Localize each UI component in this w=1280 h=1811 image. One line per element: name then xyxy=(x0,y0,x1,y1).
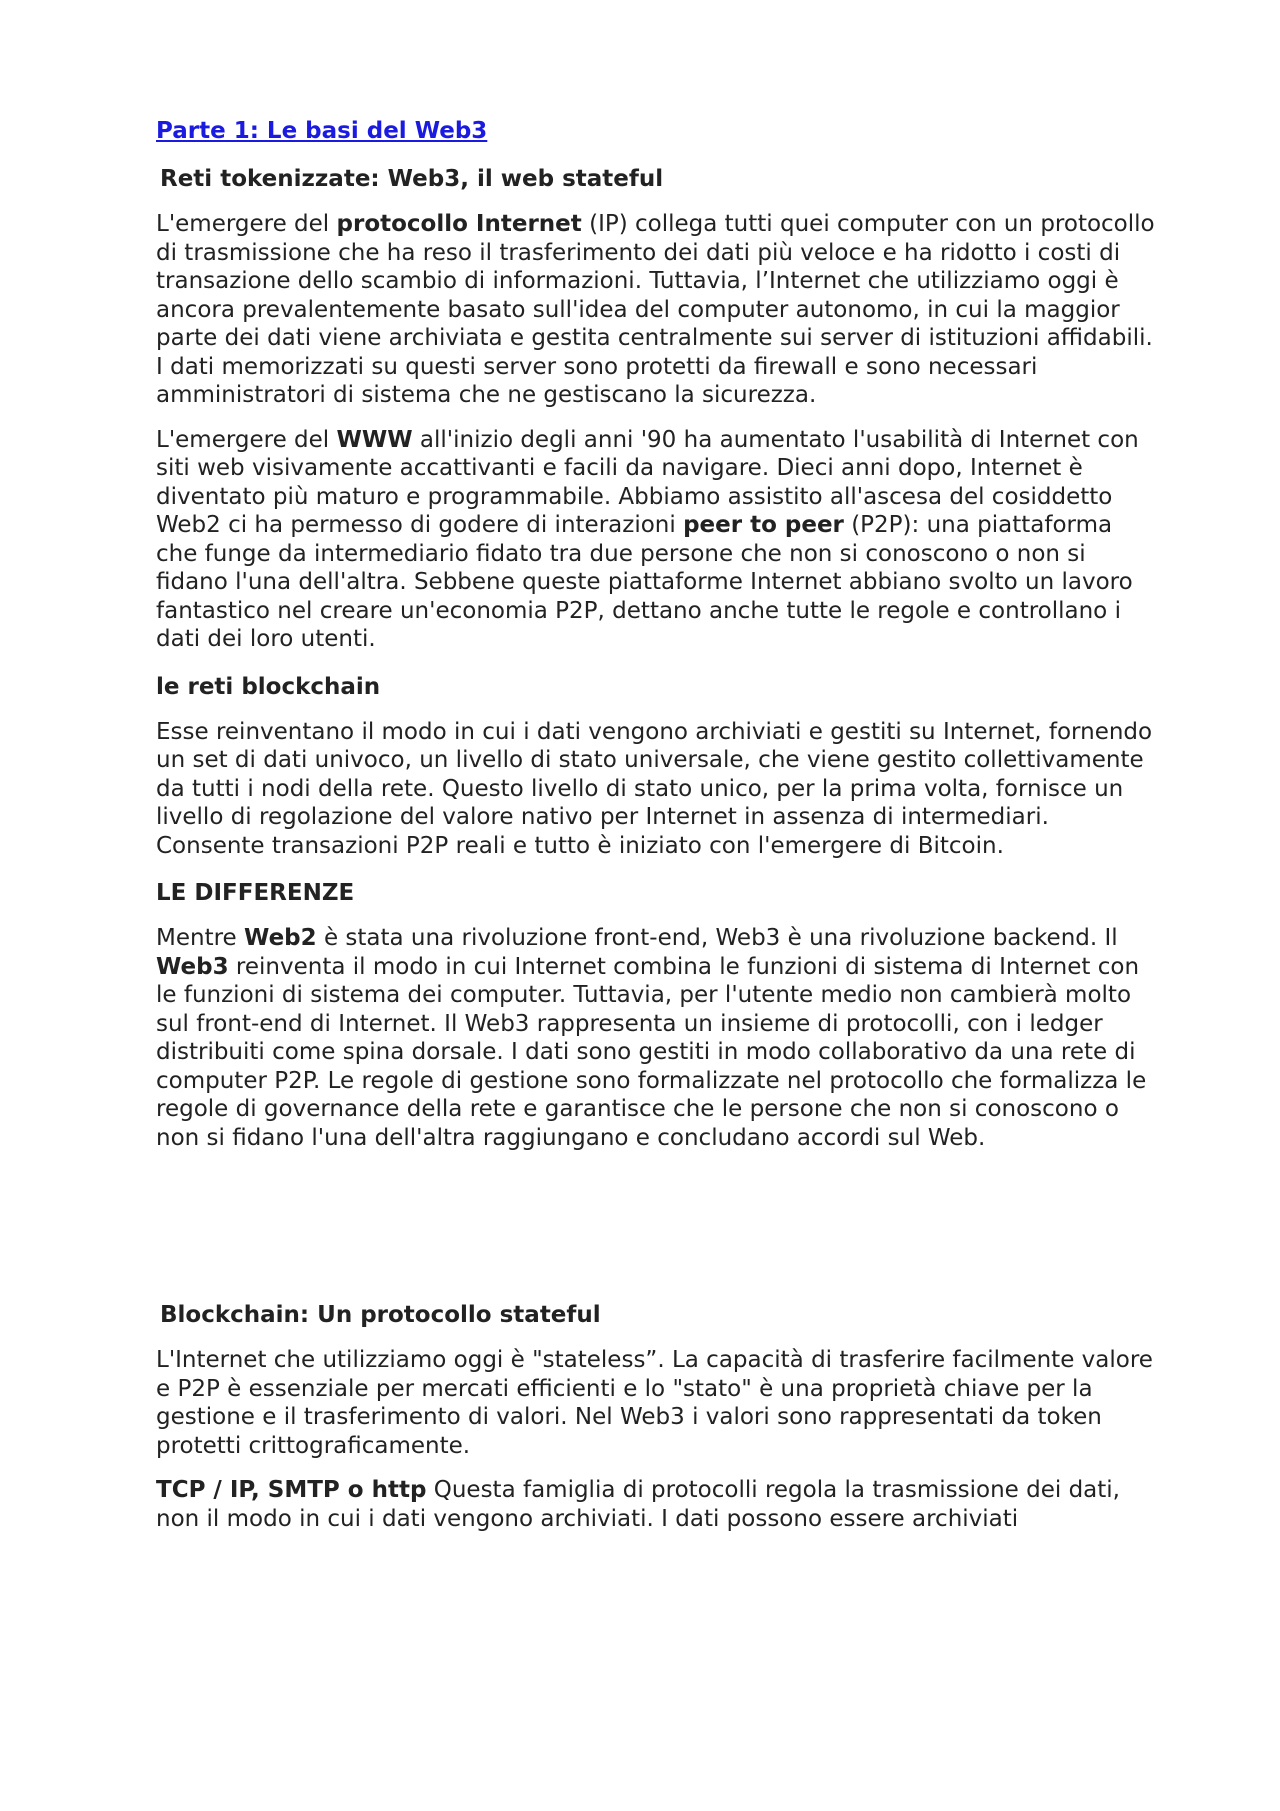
text-run: è stata una rivoluzione front-end, Web3 è una rivoluzione backend. Il xyxy=(316,925,1118,951)
text-run: L'emergere del xyxy=(156,426,337,453)
text-run: (P2P): una piattaforma che funge da intermediario fidato tra due persone che non si conoscono o non si fidano l'una dell'altra. Sebbene queste piattaforme Internet abbiano svolto un lavoro fantastico nel creare un'economia P2P, dettano anche tutte le regole e controllano i dati dei loro utenti. xyxy=(156,512,1133,652)
paragraph-differences xyxy=(156,924,1156,1152)
blank-space xyxy=(156,1168,1156,1298)
paragraph-blockchain-networks: Esse reinventano il modo in cui i dati vengono archiviati e gestiti su Internet, fornendo un set di dati univoco, un livello di stato universale, che viene gestito collettivamente da tutti i nodi della rete. Questo livello di stato unico, per la prima volta, fornisce un livello di regolazione del valore nativo per Internet in assenza di intermediari. Consente transazioni P2P reali e tutto è iniziato con l'emergere di Bitcoin. xyxy=(156,718,1153,859)
text-run: L'emergere del xyxy=(156,211,337,237)
bold-term-protocols: TCP / IP, SMTP o http xyxy=(156,1477,427,1503)
paragraph-tcp-ip xyxy=(156,1476,1156,1533)
text-run: Mentre xyxy=(156,925,245,951)
document-page xyxy=(156,114,1156,1549)
text-run: Questa famiglia di protocolli regola la trasmissione dei dati, non il modo in cui i dati vengono archiviati. I dati possono essere archiviati xyxy=(156,1477,1120,1532)
subheading-differences: LE DIFFERENZE xyxy=(156,880,355,906)
section-heading-blockchain-protocol: Blockchain: Un protocollo stateful xyxy=(160,1302,601,1328)
section-heading-tokenized-networks: Reti tokenizzate: Web3, il web stateful xyxy=(160,166,664,192)
bold-term-peer-to-peer: peer to peer xyxy=(683,512,844,538)
subheading-blockchain-networks: le reti blockchain xyxy=(156,673,381,700)
text-run: reinventa il modo in cui Internet combina le funzioni di sistema di Internet con le funzioni di sistema dei computer. Tuttavia, per l'utente medio non cambierà molto sul front-end di Internet. Il Web3 rappresenta un insieme di protocolli, con i ledger distribuiti come spina dorsale. I dati sono gestiti in modo collaborativo da una rete di computer P2P. Le regole di gestione sono formalizzate nel protocollo che formalizza le regole di governance della rete e garantisce che le persone che non si conoscono o non si fidano l'una dell'altra raggiungano e concludano accordi sul Web. xyxy=(156,953,1147,1151)
paragraph-internet-protocol xyxy=(156,210,1156,410)
bold-term-www: WWW xyxy=(336,426,413,453)
bold-term-web2: Web2 xyxy=(244,925,317,951)
text-run: (IP) collega tutti quei computer con un protocollo di trasmissione che ha reso il trasferimento dei dati più veloce e ha ridotto i costi di transazione dello scambio di informazioni. Tuttavia, l’Internet che utilizziamo oggi è ancora prevalentemente basato sull'idea del computer autonomo, in cui la maggior parte dei dati viene archiviata e gestita centralmente sui server di istituzioni affidabili. I dati memorizzati su questi server sono protetti da firewall e sono necessari amministratori di sistema che ne gestiscano la sicurezza. xyxy=(156,211,1155,408)
bold-term-web3: Web3 xyxy=(156,953,229,980)
bold-term-internet-protocol: protocollo Internet xyxy=(336,211,582,237)
paragraph-www xyxy=(156,426,1156,654)
part-title-link[interactable]: Parte 1: Le basi del Web3 xyxy=(156,118,488,144)
text-run: all'inizio degli anni '90 ha aumentato l'usabilità di Internet con siti web visivamente accattivanti e facili da navigare. Dieci anni dopo, Internet è diventato più maturo e programmabile. Abbiamo assistito all'ascesa del cosiddetto Web2 ci ha permesso di godere di interazioni xyxy=(156,426,1139,538)
paragraph-stateless-internet: L'Internet che utilizziamo oggi è "stateless”. La capacità di trasferire facilmente valore e P2P è essenziale per mercati efficienti e lo "stato" è una proprietà chiave per la gestione e il trasferimento di valori. Nel Web3 i valori sono rappresentati da token protetti crittograficamente. xyxy=(156,1347,1153,1459)
